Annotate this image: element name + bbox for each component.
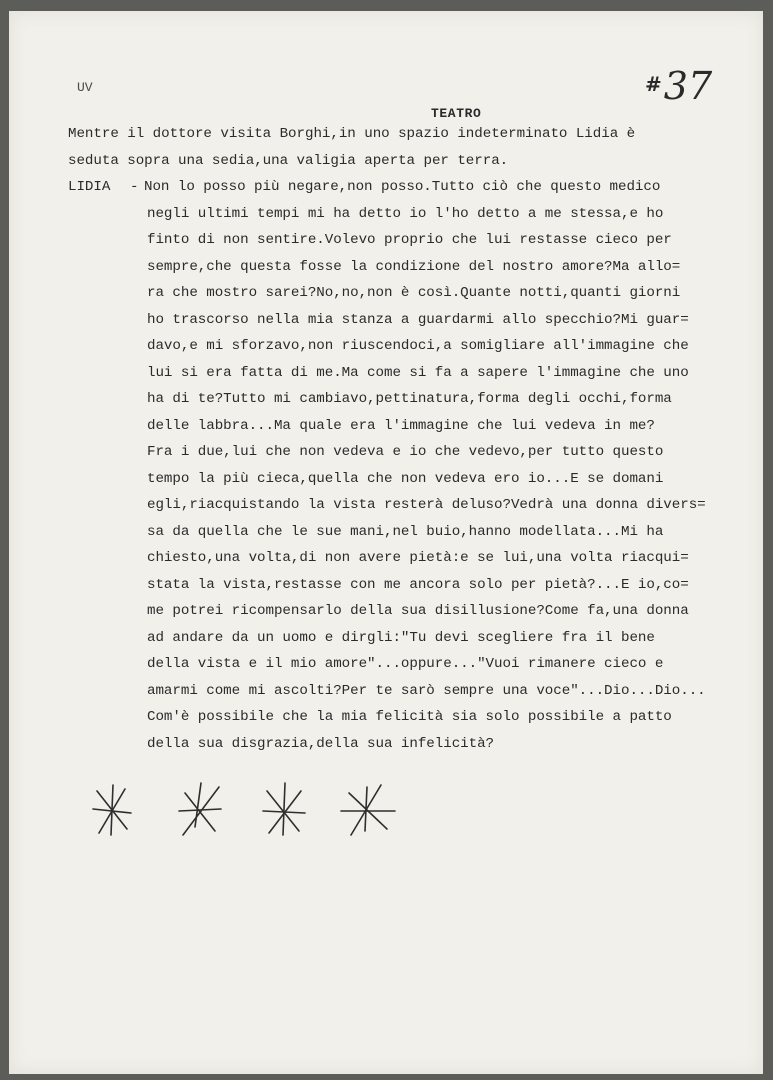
- asterisk-mark-4: [341, 785, 395, 835]
- stage-direction-line: Mentre il dottore visita Borghi,in uno spazio indeterminato Lidia è: [68, 126, 636, 142]
- stage-direction-line: seduta sopra una sedia,una valigia aperta per terra.: [68, 153, 509, 169]
- speech-line: me potrei ricompensarlo della sua disillusione?Come fa,una donna: [147, 603, 689, 619]
- speech-line: delle labbra...Ma quale era l'immagine che lui vedeva in me?: [147, 418, 655, 434]
- speech-line: Com'è possibile che la mia felicità sia solo possibile a patto: [147, 709, 672, 725]
- archive-code: UV: [77, 80, 93, 95]
- speaker-name: LIDIA: [68, 179, 111, 195]
- speech-line: negli ultimi tempi mi ha detto io l'ho detto a me stessa,e ho: [147, 206, 664, 222]
- speech-line: ra che mostro sarei?No,no,non è così.Quante notti,quanti giorni: [147, 285, 681, 301]
- page-mark: #: [645, 72, 662, 96]
- speech-line: egli,riacquistando la vista resterà deluso?Vedrà una donna divers=: [147, 497, 706, 513]
- speaker-dash: -: [130, 179, 139, 195]
- speech-line: ho trascorso nella mia stanza a guardarmi allo specchio?Mi guar=: [147, 312, 689, 328]
- asterisk-mark-2: [179, 783, 221, 835]
- speech-line: sa da quella che le sue mani,nel buio,hanno modellata...Mi ha: [147, 524, 664, 540]
- speech-line: lui si era fatta di me.Ma come si fa a sapere l'immagine che uno: [147, 365, 689, 381]
- speech-line: della vista e il mio amore"...oppure..."Vuoi rimanere cieco e: [147, 656, 664, 672]
- speech-line: finto di non sentire.Volevo proprio che lui restasse cieco per: [147, 232, 672, 248]
- asterisk-mark-3: [263, 783, 305, 835]
- speech-line: della sua disgrazia,della sua infelicità?: [147, 736, 495, 752]
- speech-line: Non lo posso più negare,non posso.Tutto ciò che questo medico: [144, 179, 661, 195]
- speech-line: ad andare da un uomo e dirgli:"Tu devi scegliere fra il bene: [147, 630, 655, 646]
- asterisk-separator: [89, 781, 419, 843]
- page-number: [645, 64, 713, 108]
- speech-line: amarmi come mi ascolti?Per te sarò sempre una voce"...Dio...Dio...: [147, 683, 706, 699]
- page-number-value: 37: [663, 64, 713, 108]
- speech-line: ha di te?Tutto mi cambiavo,pettinatura,forma degli occhi,forma: [147, 391, 672, 407]
- page-title: TEATRO: [431, 106, 482, 121]
- speech-line: davo,e mi sforzavo,non riuscendoci,a somigliare all'immagine che: [147, 338, 689, 354]
- speech-line: tempo la più cieca,quella che non vedeva ero io...E se domani: [147, 471, 664, 487]
- speech-line: sempre,che questa fosse la condizione del nostro amore?Ma allo=: [147, 259, 681, 275]
- typewritten-page: [9, 11, 763, 1074]
- asterisk-mark-1: [93, 785, 131, 835]
- speech-line: Fra i due,lui che non vedeva e io che vedevo,per tutto questo: [147, 444, 664, 460]
- speech-line: chiesto,una volta,di non avere pietà:e se lui,una volta riacqui=: [147, 550, 689, 566]
- speech-line: stata la vista,restasse con me ancora solo per pietà?...E io,co=: [147, 577, 689, 593]
